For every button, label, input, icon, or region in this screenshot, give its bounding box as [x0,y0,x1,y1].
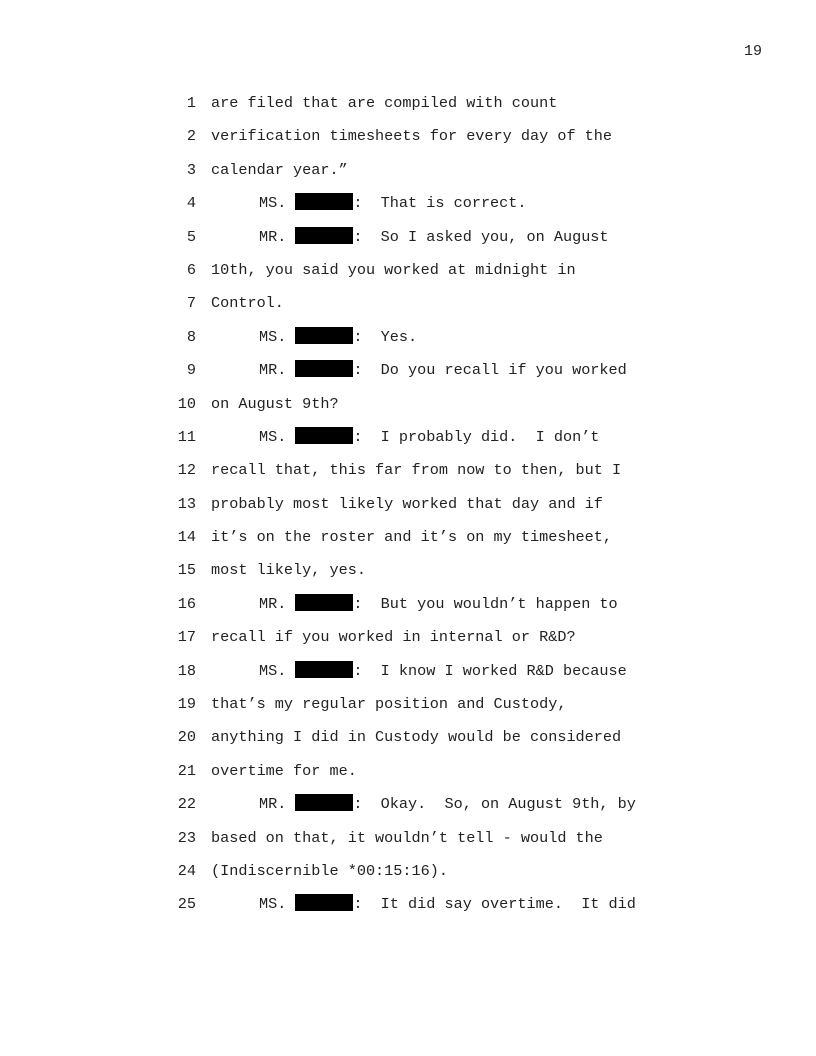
transcript-line [0,459,816,492]
line-number: 23 [177,828,196,847]
transcript-line [0,593,816,626]
transcript-line [0,426,816,459]
line-text: it’s on the roster and it’s on my timesheet, [211,528,613,547]
line-number: 9 [186,361,196,380]
redaction-box [295,594,353,611]
speaker-label: MS. [259,661,287,680]
transcript-body [0,92,816,927]
line-text: that’s my regular position and Custody, [211,695,567,714]
line-text: on August 9th? [211,394,339,413]
speech-text: : I probably did. I don’t [353,427,600,446]
speaker-label: MR. [259,361,287,380]
line-number: 1 [186,94,196,112]
speaker-label: MR. [259,795,287,814]
speech-text: : That is correct. [353,194,527,213]
speaker-label: MR. [259,594,287,613]
transcript-line [0,292,816,325]
line-text: probably most likely worked that day and if [211,494,603,513]
speaker-label: MS. [259,895,287,914]
line-text: most likely, yes. [211,561,366,580]
line-number: 3 [186,160,196,179]
speaker-label: MS. [259,194,287,213]
speaker-line [259,793,636,815]
redaction-box [295,327,353,344]
transcript-line [0,226,816,259]
transcript-line [0,359,816,392]
speaker-line [259,660,627,682]
line-number: 20 [177,728,196,747]
transcript-line [0,526,816,559]
line-number: 7 [186,294,196,313]
transcript-line [0,693,816,726]
transcript-line [0,760,816,793]
transcript-line [0,660,816,693]
line-number: 10 [177,394,196,413]
line-number: 12 [177,461,196,480]
line-number: 4 [186,194,196,213]
speech-text: : Okay. So, on August 9th, by [353,795,636,814]
line-number: 19 [177,695,196,714]
line-number: 17 [177,628,196,647]
redaction-box [295,894,353,911]
line-text: Control. [211,294,284,313]
line-number: 15 [177,561,196,580]
line-text: overtime for me. [211,761,357,780]
line-text: based on that, it wouldn’t tell - would the [211,828,603,847]
speaker-line [259,359,627,381]
redaction-box [295,227,353,244]
line-number: 6 [186,260,196,279]
speaker-label: MR. [259,227,287,246]
transcript-line [0,393,816,426]
redaction-box [295,360,353,377]
speech-text: : So I asked you, on August [353,227,609,246]
transcript-line [0,726,816,759]
transcript-line [0,827,816,860]
line-number: 2 [186,127,196,146]
redaction-box [295,794,353,811]
transcript-line [0,626,816,659]
transcript-line [0,793,816,826]
page-number: 19 [743,43,762,60]
line-text: recall that, this far from now to then, but I [211,461,622,480]
line-text: (Indiscernible *00:15:16). [211,861,448,880]
speech-text: : But you wouldn’t happen to [353,594,618,613]
line-number: 8 [186,327,196,346]
speech-text: : Do you recall if you worked [353,361,627,380]
line-number: 24 [177,861,196,880]
transcript-line [0,159,816,192]
speaker-label: MS. [259,327,287,346]
line-text: recall if you worked in internal or R&D? [211,628,576,647]
speaker-line [259,593,618,615]
line-number: 11 [177,427,196,446]
transcript-line [0,559,816,592]
speech-text: : It did say overtime. It did [353,895,636,914]
transcript-line [0,860,816,893]
redaction-box [295,427,353,444]
line-number: 16 [177,594,196,613]
speech-text: : Yes. [353,327,418,346]
line-text: 10th, you said you worked at midnight in [211,260,576,279]
line-text: calendar year.” [211,160,348,179]
transcript-line [0,259,816,292]
line-text: verification timesheets for every day of the [211,127,613,146]
speaker-label: MS. [259,427,287,446]
line-number: 25 [177,895,196,914]
line-number: 5 [186,227,196,246]
speaker-line [259,226,609,248]
transcript-line [0,125,816,158]
line-number: 14 [177,528,196,547]
redaction-box [295,193,353,210]
transcript-line [0,493,816,526]
speech-text: : I know I worked R&D because [353,661,627,680]
redaction-box [295,661,353,678]
line-number: 22 [177,795,196,814]
speaker-line [259,326,417,348]
speaker-line [259,192,527,214]
line-number: 18 [177,661,196,680]
speaker-line [259,893,636,915]
transcript-line [0,326,816,359]
line-number: 21 [177,761,196,780]
line-number: 13 [177,494,196,513]
speaker-line [259,426,599,448]
line-text: anything I did in Custody would be considered [211,728,622,747]
transcript-line [0,893,816,926]
transcript-line [0,192,816,225]
line-text: are filed that are compiled with count [211,94,558,112]
transcript-line [0,92,816,125]
